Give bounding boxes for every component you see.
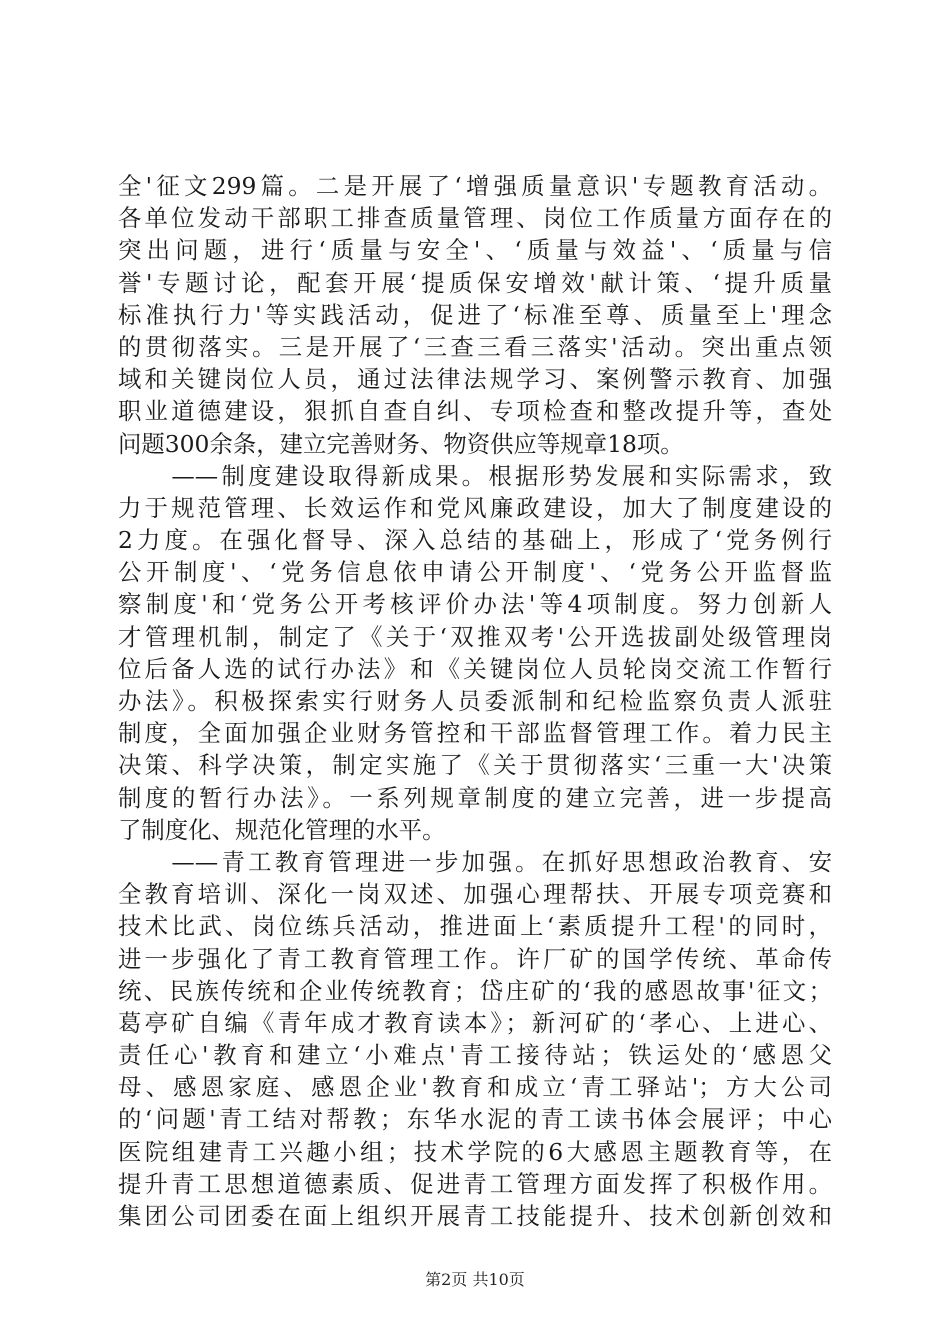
page-footer: 第2页 共10页 — [425, 1270, 525, 1289]
text-line: 提升青工思想道德素质、促进青工管理方面发挥了积极作用。 — [118, 1169, 832, 1198]
text-line: 制度的暂行办法》。一系列规章制度的建立完善，进一步提高 — [118, 783, 832, 812]
text-line: 决策、科学决策，制定实施了《关于贯彻落实‘三重一大'决策 — [118, 751, 832, 780]
text-line: 各单位发动干部职工排查质量管理、岗位工作质量方面存在的 — [118, 204, 832, 233]
text-line: 集团公司团委在面上组织开展青工技能提升、技术创新创效和 — [118, 1202, 832, 1230]
text-line: 的‘问题'青工结对帮教；东华水泥的青工读书体会展评；中心 — [118, 1105, 832, 1134]
text-line: 位后备人选的试行办法》和《关键岗位人员轮岗交流工作暂行 — [118, 654, 832, 683]
text-line: 的贯彻落实。三是开展了‘三查三看三落实'活动。突出重点领 — [118, 332, 832, 361]
text-line: 责任心'教育和建立‘小难点'青工接待站；铁运处的‘感恩父 — [118, 1041, 832, 1070]
text-line: 誉'专题讨论，配套开展‘提质保安增效'献计策、‘提升质量 — [118, 268, 832, 297]
text-line: 办法》。积极探索实行财务人员委派制和纪检监察负责人派驻 — [118, 687, 832, 715]
text-line: 标准执行力'等实践活动，促进了‘标准至尊、质量至上'理念 — [118, 300, 832, 329]
text-line: ——制度建设取得新成果。根据形势发展和实际需求，致 — [118, 461, 832, 490]
text-line: 医院组建青工兴趣小组；技术学院的6大感恩主题教育等，在 — [118, 1137, 832, 1166]
text-line: 全'征文299篇。二是开展了‘增强质量意识'专题教育活动。 — [118, 172, 832, 200]
text-line: 母、感恩家庭、感恩企业'教育和成立‘青工驿站'；方大公司 — [118, 1073, 832, 1102]
text-line: 了制度化、规范化管理的水平。 — [118, 815, 446, 844]
text-line: 进一步强化了青工教育管理工作。许厂矿的国学传统、革命传 — [118, 944, 832, 973]
text-line: 制度，全面加强企业财务管控和干部监督管理工作。着力民主 — [118, 719, 832, 748]
text-line: 全教育培训、深化一岗双述、加强心理帮扶、开展专项竞赛和 — [118, 880, 832, 909]
text-line: 技术比武、岗位练兵活动，推进面上‘素质提升工程'的同时， — [118, 912, 832, 941]
text-line: 域和关键岗位人员，通过法律法规学习、案例警示教育、加强 — [118, 365, 832, 394]
text-line: 问题300余条，建立完善财务、物资供应等规章18项。 — [118, 429, 684, 458]
text-line: 突出问题，进行‘质量与安全'、‘质量与效益'、‘质量与信 — [118, 236, 832, 265]
body-text — [118, 170, 832, 1232]
text-line: 2力度。在强化督导、深入总结的基础上，形成了‘党务例行 — [118, 526, 832, 555]
text-line: 统、民族传统和企业传统教育；岱庄矿的‘我的感恩故事'征文； — [118, 976, 832, 1005]
text-line: 职业道德建设，狠抓自查自纠、专项检查和整改提升等，查处 — [118, 397, 832, 426]
text-line: 才管理机制，制定了《关于‘双推双考'公开选拔副处级管理岗 — [118, 622, 832, 651]
text-line: 葛亭矿自编《青年成才教育读本》；新河矿的‘孝心、上进心、 — [118, 1008, 832, 1037]
text-line: 公开制度'、‘党务信息依申请公开制度'、‘党务公开监督监 — [118, 558, 832, 587]
text-line: ——青工教育管理进一步加强。在抓好思想政治教育、安 — [118, 847, 832, 876]
text-line: 力于规范管理、长效运作和党风廉政建设，加大了制度建设的 — [118, 493, 832, 522]
text-line: 察制度'和‘党务公开考核评价办法'等4项制度。努力创新人 — [118, 590, 832, 619]
